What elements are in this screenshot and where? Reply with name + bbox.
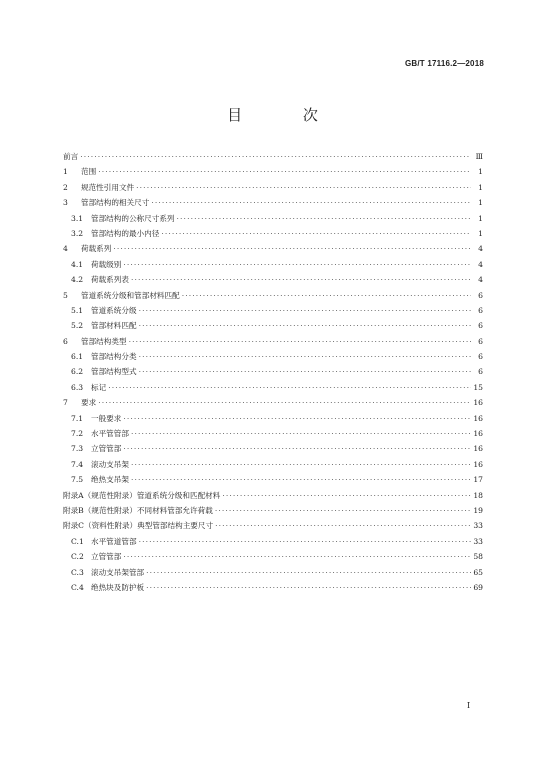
toc-entry-page: 6 bbox=[478, 290, 483, 300]
toc-entry-number: 6.2 bbox=[71, 367, 84, 377]
toc-entry-page: 65 bbox=[473, 567, 483, 577]
toc-leader-dots bbox=[123, 549, 471, 564]
toc-leader-dots bbox=[98, 395, 471, 410]
toc-leader-dots bbox=[123, 441, 471, 456]
toc-leader-dots bbox=[80, 149, 471, 164]
toc-entry-page: 16 bbox=[473, 444, 483, 454]
toc-entry-page: 6 bbox=[478, 336, 483, 346]
toc-entry-label: 管道系统分级和管部材料匹配 bbox=[81, 290, 180, 300]
toc-entry-label: 管道系统分级 bbox=[91, 305, 137, 315]
toc-entry-label: 荷载级别 bbox=[91, 259, 122, 269]
toc-entry-label: 绝热支吊架 bbox=[91, 475, 129, 485]
toc-entry-number: 6.1 bbox=[71, 352, 84, 362]
toc-leader-dots bbox=[139, 534, 471, 549]
toc-entry-page: 18 bbox=[473, 490, 483, 500]
toc-entry[interactable] bbox=[63, 195, 483, 210]
toc-leader-dots bbox=[98, 164, 471, 179]
toc-leader-dots bbox=[146, 565, 471, 580]
toc-entry-number: 5.1 bbox=[71, 305, 84, 315]
toc-entry-label: 立管管部 bbox=[91, 552, 122, 562]
toc-entry-number: 3.2 bbox=[71, 228, 84, 238]
toc-entry-number: 6 bbox=[63, 336, 68, 346]
toc-entry-label: 管部结构的相关尺寸 bbox=[81, 198, 150, 208]
toc-entry[interactable] bbox=[63, 395, 483, 410]
toc-entry-label: 滚动支吊架 bbox=[91, 459, 129, 469]
toc-entry-number: 1 bbox=[63, 167, 68, 177]
toc-entry-number: 3 bbox=[63, 198, 68, 208]
toc-entry[interactable] bbox=[63, 180, 483, 195]
toc-entry-label: 管部材料匹配 bbox=[91, 321, 137, 331]
toc-entry[interactable] bbox=[63, 349, 483, 364]
toc-entry[interactable] bbox=[63, 472, 483, 487]
toc-leader-dots bbox=[108, 380, 471, 395]
toc-leader-dots bbox=[131, 272, 471, 287]
toc-entry-page: 17 bbox=[473, 475, 483, 485]
toc-entry-number: C.3 bbox=[71, 567, 84, 577]
toc-entry[interactable] bbox=[63, 457, 483, 472]
toc-leader-dots bbox=[215, 518, 471, 533]
toc-entry[interactable] bbox=[63, 518, 483, 533]
toc-entry-number: 7.1 bbox=[71, 413, 84, 423]
toc-entry-number: C.2 bbox=[71, 552, 84, 562]
toc-entry[interactable] bbox=[63, 149, 483, 164]
toc-entry-label: 管部结构类型 bbox=[81, 336, 127, 346]
toc-entry-page: 4 bbox=[478, 259, 483, 269]
toc-entry-page: 6 bbox=[478, 321, 483, 331]
toc-entry[interactable] bbox=[63, 257, 483, 272]
toc-entry-page: 4 bbox=[478, 275, 483, 285]
toc-entry[interactable] bbox=[63, 226, 483, 241]
toc-leader-dots bbox=[123, 257, 471, 272]
toc-leader-dots bbox=[177, 211, 471, 226]
toc-leader-dots bbox=[139, 364, 471, 379]
toc-leader-dots bbox=[129, 334, 471, 349]
toc-entry-page: 16 bbox=[473, 398, 483, 408]
toc-entry-number: 7 bbox=[63, 398, 68, 408]
toc-entry-number: C.1 bbox=[71, 536, 84, 546]
toc-entry-page: 1 bbox=[478, 167, 483, 177]
toc-entry-number: 7.4 bbox=[71, 459, 84, 469]
toc-entry-label: 标记 bbox=[91, 382, 107, 392]
toc-entry-label: 管部结构分类 bbox=[91, 352, 137, 362]
toc-entry-page: 19 bbox=[473, 505, 483, 515]
toc-entry-page: 16 bbox=[473, 429, 483, 439]
toc-entry-label: 绝热块及防护板 bbox=[91, 582, 145, 592]
toc-leader-dots bbox=[151, 195, 471, 210]
toc-entry-page: 16 bbox=[473, 459, 483, 469]
toc-entry-page: Ⅲ bbox=[475, 152, 483, 161]
toc-entry[interactable] bbox=[63, 211, 483, 226]
toc-entry-page: 6 bbox=[478, 367, 483, 377]
toc-entry-number: 4.2 bbox=[71, 275, 84, 285]
toc-entry-label: 一般要求 bbox=[91, 413, 122, 423]
toc-leader-dots bbox=[139, 303, 471, 318]
toc-entry[interactable] bbox=[63, 503, 483, 518]
toc-entry-number: 6.3 bbox=[71, 382, 84, 392]
toc-entry-label: 水平管管部 bbox=[91, 429, 129, 439]
toc-leader-dots bbox=[131, 472, 471, 487]
toc-leader-dots bbox=[123, 411, 471, 426]
toc-entry-label: 附录A（规范性附录）管道系统分级和匹配材料 bbox=[63, 490, 221, 500]
toc-leader-dots bbox=[113, 241, 471, 256]
toc-entry-page: 15 bbox=[473, 382, 483, 392]
toc-entry-label: 管部结构的最小内径 bbox=[91, 228, 160, 238]
toc-entry[interactable] bbox=[63, 411, 483, 426]
toc-entry-page: 1 bbox=[478, 228, 483, 238]
toc-entry-page: 6 bbox=[478, 305, 483, 315]
toc-entry-label: 附录B（规范性附录）不同材料管部允许荷载 bbox=[63, 505, 213, 515]
toc-entry-number: 3.1 bbox=[71, 213, 84, 223]
toc-entry-label: 规范性引用文件 bbox=[81, 182, 135, 192]
toc-entry-page: 58 bbox=[473, 552, 483, 562]
toc-entry-label: 水平管道管部 bbox=[91, 536, 137, 546]
toc-entry[interactable] bbox=[63, 241, 483, 256]
toc-entry[interactable] bbox=[63, 318, 483, 333]
toc-leader-dots bbox=[161, 226, 471, 241]
toc-leader-dots bbox=[139, 318, 471, 333]
toc-entry-number: 7.3 bbox=[71, 444, 84, 454]
toc-entry-label: 荷载系列表 bbox=[91, 275, 129, 285]
toc-entry-number: 4 bbox=[63, 244, 68, 254]
toc-entry-page: 16 bbox=[473, 413, 483, 423]
toc-leader-dots bbox=[131, 457, 471, 472]
page-number: I bbox=[467, 701, 471, 710]
table-of-contents bbox=[63, 149, 483, 595]
toc-leader-dots bbox=[222, 488, 471, 503]
toc-entry[interactable] bbox=[63, 288, 483, 303]
toc-entry[interactable] bbox=[63, 488, 483, 503]
toc-entry-label: 附录C（资料性附录）典型管部结构主要尺寸 bbox=[63, 521, 214, 531]
toc-entry-number: 2 bbox=[63, 182, 68, 192]
toc-entry-label: 滚动支吊架管部 bbox=[91, 567, 145, 577]
toc-entry-number: C.4 bbox=[71, 582, 84, 592]
toc-entry-label: 要求 bbox=[81, 398, 97, 408]
toc-entry[interactable] bbox=[63, 364, 483, 379]
toc-leader-dots bbox=[215, 503, 471, 518]
toc-entry-label: 管部结构的公称尺寸系列 bbox=[91, 213, 175, 223]
toc-entry-page: 6 bbox=[478, 352, 483, 362]
toc-entry-page: 69 bbox=[473, 582, 483, 592]
toc-leader-dots bbox=[136, 180, 471, 195]
toc-entry-page: 1 bbox=[478, 213, 483, 223]
toc-entry[interactable] bbox=[63, 565, 483, 580]
toc-leader-dots bbox=[131, 426, 471, 441]
toc-entry[interactable] bbox=[63, 334, 483, 349]
toc-entry-number: 5 bbox=[63, 290, 68, 300]
toc-entry-number: 7.2 bbox=[71, 429, 84, 439]
standard-code: GB/T 17116.2—2018 bbox=[404, 59, 484, 68]
toc-entry-label: 荷载系列 bbox=[81, 244, 112, 254]
toc-entry-number: 7.5 bbox=[71, 475, 84, 485]
toc-entry[interactable] bbox=[63, 272, 483, 287]
toc-entry[interactable] bbox=[63, 303, 483, 318]
toc-entry-page: 33 bbox=[473, 521, 483, 531]
toc-entry-label: 范围 bbox=[81, 167, 97, 177]
toc-entry[interactable] bbox=[63, 534, 483, 549]
toc-entry-label: 管部结构型式 bbox=[91, 367, 137, 377]
page-title: 目 次 bbox=[227, 106, 346, 124]
toc-entry-label: 前言 bbox=[63, 152, 79, 161]
toc-entry[interactable] bbox=[63, 441, 483, 456]
toc-entry-page: 4 bbox=[478, 244, 483, 254]
toc-entry-page: 1 bbox=[478, 198, 483, 208]
toc-entry[interactable] bbox=[63, 380, 483, 395]
toc-leader-dots bbox=[146, 580, 471, 595]
toc-entry[interactable] bbox=[63, 164, 483, 179]
toc-entry[interactable] bbox=[63, 580, 483, 595]
toc-entry-page: 33 bbox=[473, 536, 483, 546]
toc-leader-dots bbox=[182, 288, 471, 303]
toc-entry-page: 1 bbox=[478, 182, 483, 192]
toc-leader-dots bbox=[139, 349, 471, 364]
toc-entry-number: 4.1 bbox=[71, 259, 84, 269]
toc-entry-label: 立管管部 bbox=[91, 444, 122, 454]
toc-entry-number: 5.2 bbox=[71, 321, 84, 331]
toc-entry[interactable] bbox=[63, 549, 483, 564]
toc-entry[interactable] bbox=[63, 426, 483, 441]
